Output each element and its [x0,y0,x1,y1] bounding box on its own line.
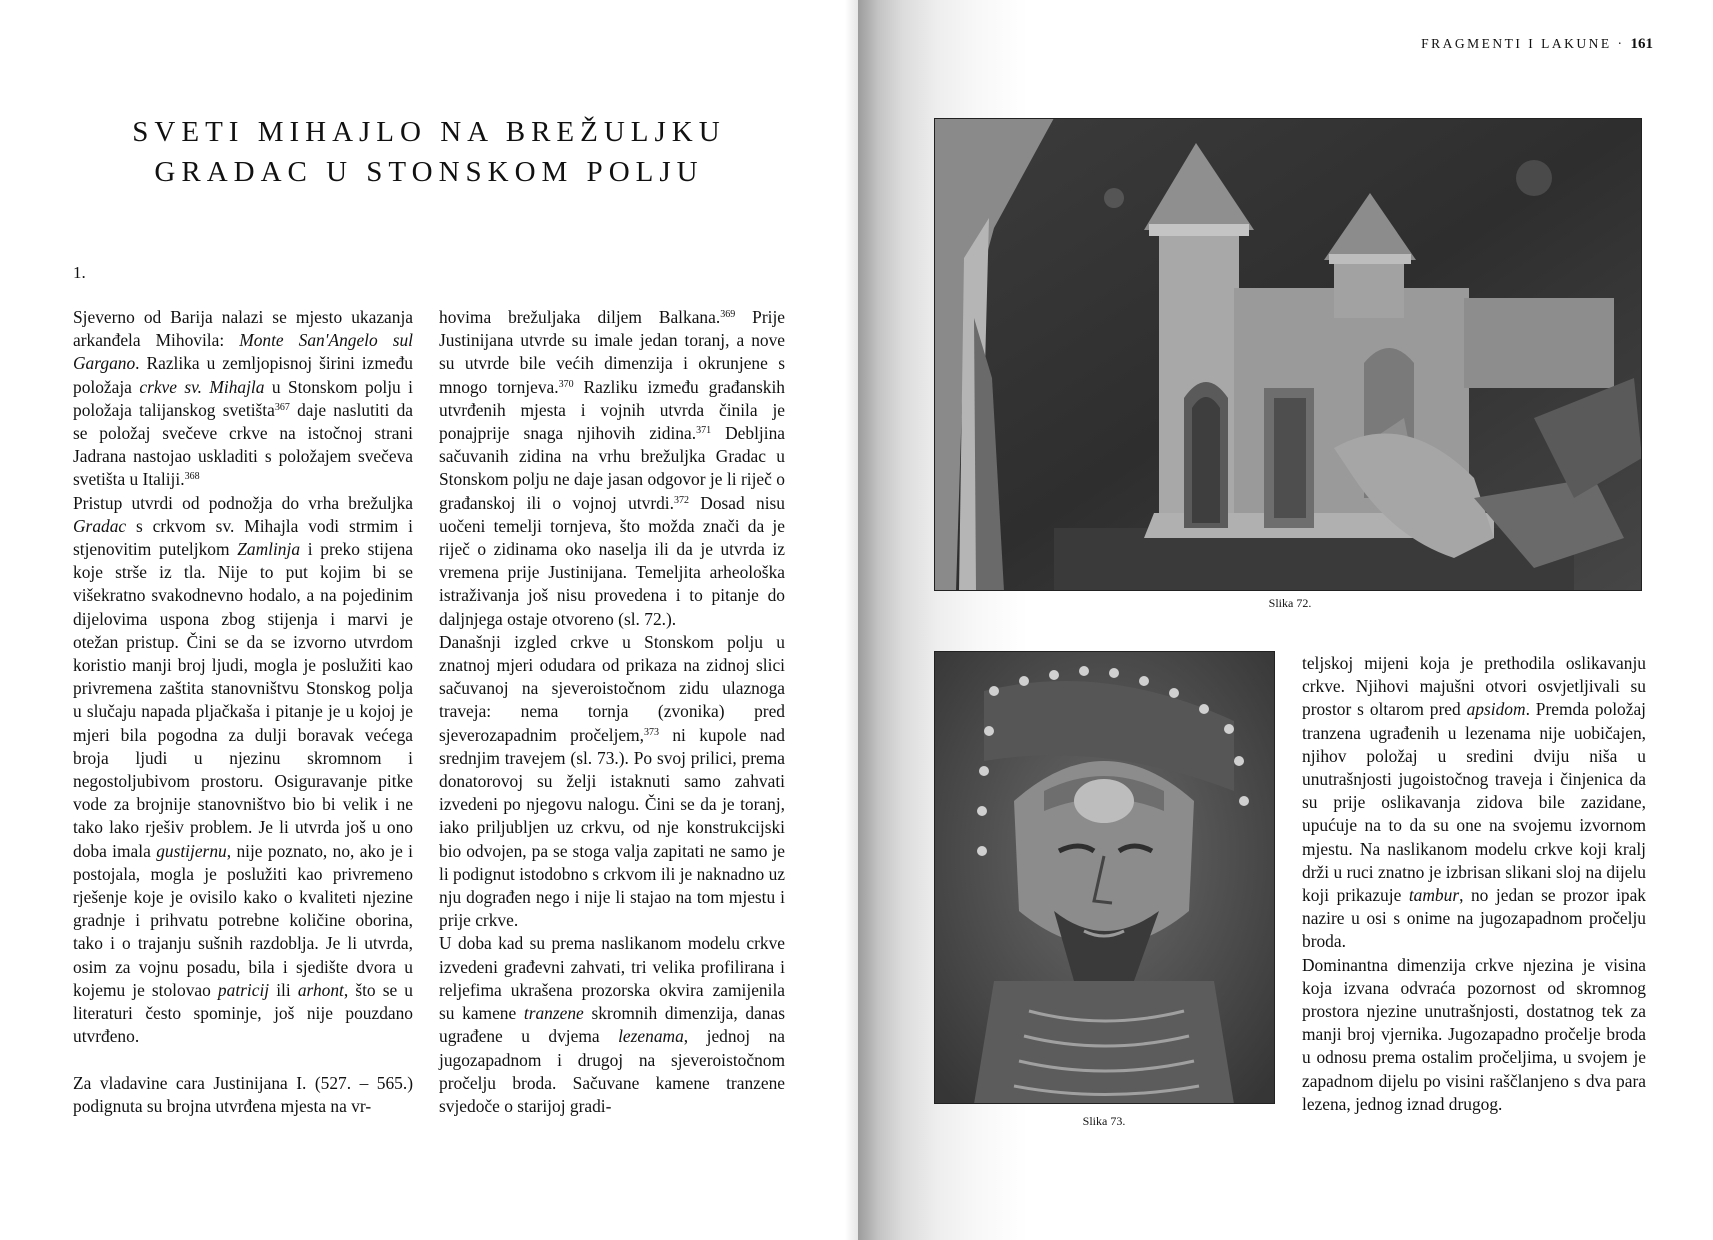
footnote-ref: 370 [558,378,574,390]
running-head [1421,36,1653,53]
title-line-2: GRADAC U STONSKOM POLJU [154,156,704,188]
footnote-ref: 373 [644,726,660,738]
figure-72-caption: Slika 72. [1268,596,1312,610]
footnote-ref: 368 [184,471,200,483]
footnote-ref: 367 [274,401,290,413]
footnote-ref: 372 [674,494,689,506]
paragraph: teljskoj mijeni koja je prethodila oslikavanju crkve. Njihovi majušni otvori osvjetljivali su prostor s oltarom pred apsidom. Premda položaj tranzena ugrađenih u lezenama nije uobičajen, njihov položaj u sredini dviju niša u unutrašnjosti jugoistočnog traveja i činjenica da su prije oslikavanja zidova bile zazidane, upućuje na to da su one na svojemu izvornom mjestu. Na naslikanom modelu crkve koji kralj drži u ruci znatno je izbrisan slikani sloj na dijelu koji prikazuje tambur, no jedan se prozor ipak nazire u osi s onime na jugozapadnom pročelju broda. [1302,653,1647,952]
page-number: 161 [1630,36,1653,52]
text-column-3 [1302,652,1646,1116]
fresco-fortress-image [934,118,1642,591]
paragraph: Pristup utvrdi od podnožja do vrha brežuljka Gradac s crkvom sv. Mihajla vodi strmim i stjenovitim puteljkom Zamlinja i preko stijena koje strše iz tla. Nije to put kojim bi se višekratno svakodnevno hodalo, a na pojedinim dijelovima uspona zbog stijenja i marvi je otežan pristup. Čini se da se izvorno utvrdom koristio manji broj ljudi, mogla je poslužiti kao privremena zaštita stanovništvu Stonskog polja u slučaju napada pljačkaša i pitanje je u kojoj je mjeri bila pogodna za dulji boravak većega broja ljudi u njezinu skromnom i negostoljubivom prostoru. Osiguravanje pitke vode za brojnije stanovništvo bio bi velik i ne tako lako rješiv problem. Je li utvrda još u ono doba imala gustijernu, nije poznato, no, ako je i postojala, mogla je poslužiti kao privremeno rješenje koje je ovisilo kako o kvaliteti njezine gradnje i prihvatu potrebne količine oborina, tako i o trajanju sušnih razdoblja. Je li utvrda, osim za vojnu posadu, bila i sjedište dvora u kojemu je stolovao patricij ili arhont, što se u literaturi često spominje, još nije pouzdano utvrđeno. [73,492,413,1047]
section-number: 1. [73,263,86,282]
paragraph: Za vladavine cara Justinijana I. (527. – 565.) podignuta su brojna utvrđena mjesta na vr- [73,1072,413,1116]
paragraph: hovima brežuljaka diljem Balkana.$^{369}$ Prije Justinijana utvrde su imale jedan toranj, a nove su utvrde bile većih dimenzija i okrunjene s mnogo tornjeva.$^{370}$ Razliku između građanskih utvrđenih mjesta i vojnih utvrda činila je ponajprije snaga njihovih zidina.$^{371}$ Debljina sačuvanih zidina na vrhu brežuljka Gradac u Stonskom polju ne daje jasan odgovor je li riječ o građanskoj ili o vojnoj utvrdi.$^{372}$ Dosad nisu uočeni temelji tornjeva, što možda znači da je riječ o zidinama oko naselja ili da je utvrda iz vremena prije Justinijana. Temeljita arheološka istraživanja još nisu provedena i to pitanje do daljnjega ostaje otvoreno (sl. 72.). [439,307,786,629]
paragraph: Dominantna dimenzija crkve njezina je visina koja izvana odvraća pozornost od skromnog prostora njezine unutrašnjosti, dostatnog tek za manji broj vjernika. Jugozapadno pročelje broda u odnosu prema ostalim pročeljima, u svojem je zapadnom dijelu po visini raščlanjeno s dva para lezena, jednog iznad drugog. [1302,954,1646,1114]
paragraph: Današnji izgled crkve u Stonskom polju u znatnoj mjeri odudara od prikaza na zidnoj slici sačuvanoj na sjeveroistočnom zidu ulaznoga traveja: nema tornja (zvonika) pred sjeverozapadnim pročeljem,$^{373}$ ni kupole nad srednjim travejem (sl. 73.). Po svoj prilici, prema donatorovoj su želji istaknuti samo zahvati izvedeni po njegovu nalogu. Čini se da je toranj, iako priljubljen uz crkvu, od nje konstrukcijski bio odvojen, pa se stoga valja zapitati ne samo je li podignut istodobno s crkvom ili je naknadno uz nju dograđen nego i nije li stajao na tom mjestu i prije crkve. [439,631,785,931]
text-column-1 [73,306,413,1118]
gutter-shadow [845,0,858,1240]
fresco-photo-fortress [934,118,1642,591]
fresco-photo-king-portrait [934,651,1275,1104]
title-line-1: SVETI MIHAJLO NA BREŽULJKU [132,116,726,148]
paragraph: U doba kad su prema naslikanom modelu crkve izvedeni građevni zahvati, tri velika profilirana i reljefima ukrašena prozorska okvira zamijenila su kamene tranzene skromnih dimenzija, danas ugrađene u dvjema lezenama, jednoj na jugozapadnom i drugoj na sjeveroistočnom pročelju broda. Sačuvane kamene tranzene svjedoče o starijoj gradi- [439,933,785,1116]
figure-73-caption: Slika 73. [1082,1114,1126,1128]
footnote-ref: 371 [696,425,712,437]
text-column-2 [439,306,785,1118]
chapter-title [70,112,788,192]
paragraph: Sjeverno od Barija nalazi se mjesto ukazanja arkanđela Mihovila: Monte San'Angelo sul Gargano. Razlika u zemljopisnoj širini između položaja crkve sv. Mihajla u Stonskom polju i položaja talijanskog svetišta$^{367}$ daje naslutiti da se položaj svečeve crkve na istočnoj strani Jadrana nastojao uskladiti s položajem svečeva svetišta u Italiji.$^{368}$ [73,307,414,490]
fresco-portrait-image [934,651,1275,1104]
footnote-ref: 369 [720,309,736,320]
running-head-title: FRAGMENTI I LAKUNE · [1421,36,1625,51]
